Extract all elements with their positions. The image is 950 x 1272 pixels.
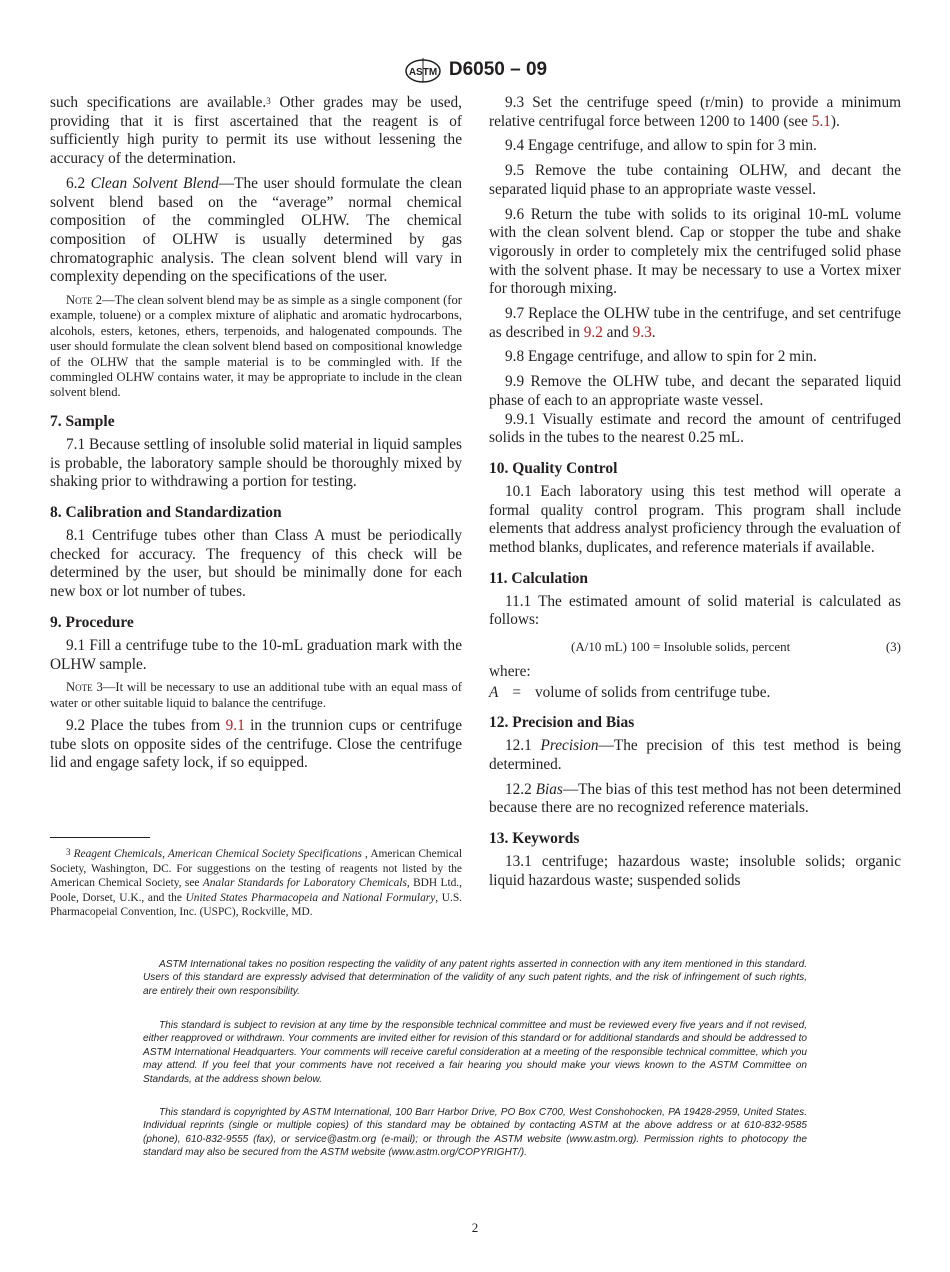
footnote-3: $^3$ Reagent Chemicals, American Chemical Society Specifications , American Chemical Society, Washington, DC. For suggestions on the testing of reagents not listed by the American Chemical Society, see Analar Standards for Laboratory Chemicals, BDH Ltd., Poole, Dorset, U.K., and the United States Pharmacopeia and National Formulary, U.S. Pharmacopeial Convention, Inc. (USPC), Rockville, MD. [50,847,463,919]
note-3: Note 3—It will be necessary to use an additional tube with an equal mass of water or other suitable liquid to balance the centrifuge. [50,680,462,710]
section-12-heading: 12. Precision and Bias [489,714,635,732]
paragraph-12-1: 12.1 Precision—The precision of this test method is being determined. [489,737,902,773]
paragraph-6-2: 6.2 Clean Solvent Blend—The user should formulate the clean solvent blend based on the “average” normal chemical composition of the commingled OLHW. The chemical composition of OLHW is usually determined by gas chromatographic analysis. The clean solvent blend will vary in complexity depending on the specifications of the user. [50,174,462,286]
variable-description: volume of solids from centrifuge tube. [535,683,771,701]
paragraph-9-2: 9.2 Place the tubes from 9.1 in the trunnion cups or centrifuge tube slots on opposite sides of the centrifuge. Close the centrifuge lid and engage safety lock, if so equipped. [50,717,462,772]
link-5-1[interactable]: 5.1 [811,112,831,130]
paragraph-8-1: 8.1 Centrifuge tubes other than Class A must be periodically checked for accuracy. The frequency of this check will be determined by the user, but should be minimally done for each new box or lot number of tubes. [50,526,462,601]
paragraph-9-9: 9.9 Remove the OLHW tube, and decant the separated liquid phase of each to an appropriate waste vessel. [489,373,901,409]
equation-number: (3) [885,639,901,655]
note-2: Note 2—The clean solvent blend may be as simple as a single component (for example, toluene) or a complex mixture of aliphatic and aromatic hydrocarbons, alcohols, esters, ketones, ethers, terpenoids, and halogenated compounds. The user should formulate the clean solvent blend based on compositional knowledge of the OLHW that the sample material is to be commingled with. If the commingled OLHW contains water, it may be appropriate to include in the clean solvent blend. [50,293,462,400]
where-label: where: [489,662,531,680]
term-clean-solvent-blend: Clean Solvent Blend [90,174,219,192]
section-13-heading: 13. Keywords [489,830,580,848]
paragraph-9-5: 9.5 Remove the tube containing OLHW, and decant the separated liquid phase to an appropriate waste vessel. [489,162,901,198]
section-11-heading: 11. Calculation [489,569,589,587]
paragraph-10-1: 10.1 Each laboratory using this test method will operate a formal quality control program. This program shall include elements that address analyst proficiency through the evaluation of method blanks, duplicates, and reference materials if available. [489,482,901,557]
link-9-2[interactable]: 9.2 [583,323,603,341]
link-9-1[interactable]: 9.1 [225,717,245,735]
paragraph-13-1: 13.1 centrifuge; hazardous waste; insoluble solids; organic liquid hazardous waste; suspended solids [489,853,901,889]
paragraph-9-7: 9.7 Replace the OLHW tube in the centrifuge, and set centrifuge as described in 9.2 and 9.3. [489,305,901,341]
left-column [50,94,462,779]
link-9-3[interactable]: 9.3 [632,323,652,341]
paragraph-12-2: 12.2 Bias—The bias of this test method has not been determined because there are no recognized reference materials. [489,780,901,817]
paragraph-9-4: 9.4 Engage centrifuge, and allow to spin for 3 min. [505,137,817,155]
paragraph-9-6: 9.6 Return the tube with solids to its original 10-mL volume with the clean solvent blend. Cap or stopper the tube and shake vigorously in order to completely mix the centrifuged solid phase with the solvent phase. It may be necessary to use a Vortex mixer for thorough mixing. [489,205,901,298]
section-9-heading: 9. Procedure [50,613,134,631]
page-header [0,56,950,89]
paragraph-11-1: 11.1 The estimated amount of solid material is calculated as follows: [489,592,901,629]
equation-formula: (A/10 mL) 100 = Insoluble solids, percent [571,639,791,655]
equation-3 [489,638,901,657]
paragraph-9-1: 9.1 Fill a centrifuge tube to the 10-mL graduation mark with the OLHW sample. [50,636,462,673]
astm-logo-icon [403,56,443,84]
paragraph-9-3: 9.3 Set the centrifuge speed (r/min) to provide a minimum relative centrifugal force between 1200 to 1400 (see 5.1). [489,94,901,130]
section-10-heading: 10. Quality Control [489,459,618,477]
footnote-divider [50,837,150,838]
paragraph-7-1: 7.1 Because settling of insoluble solid material in liquid samples is probable, the laboratory sample should be thoroughly mixed by shaking prior to withdrawing a portion for testing. [50,435,462,491]
svg-text:ASTM: ASTM [408,67,438,78]
section-7-heading: 7. Sample [50,412,115,430]
variable-definition: A = volume of solids from centrifuge tube. [489,683,771,701]
paragraph-9-8: 9.8 Engage centrifuge, and allow to spin for 2 min. [505,348,817,366]
footnote-ref-3[interactable]: 3 [266,96,271,106]
paragraph-9-9-1: 9.9.1 Visually estimate and record the amount of centrifuged solids in the tubes to the nearest 0.25 mL. [489,410,901,447]
legal-copyright-notice: This standard is copyrighted by ASTM International, 100 Barr Harbor Drive, PO Box C700, West Conshohocken, PA 19428-2959, United States. Individual reprints (single or multiple copies) of this standard may be obtained by contacting ASTM at the above address or at 610-832-9585 (phone), 610-832-9555 (fax), or service@astm.org (e-mail); or through the ASTM website (www.astm.org). Permission rights to photocopy the standard may also be secured from the ASTM website (www.astm.org/COPYRIGHT/). [143,1107,807,1159]
section-8-heading: 8. Calibration and Standardization [50,503,282,521]
page-number: 2 [471,1220,479,1235]
legal-patent-notice: ASTM International takes no position respecting the validity of any patent rights asserted in connection with any item mentioned in this standard. Users of this standard are expressly advised that determination of the validity of any such patent rights, and the risk of infringement of such rights, are entirely their own responsibility. [143,959,807,997]
right-column [489,94,901,897]
legal-revision-notice: This standard is subject to revision at any time by the responsible technical committee and must be reviewed every five years and if not revised, either reapproved or withdrawn. Your comments are invited either for revision of this standard or for additional standards and should be addressed to ASTM International Headquarters. Your comments will receive careful consideration at a meeting of the responsible technical committee, which you may attend. If you feel that your comments have not received a fair hearing you should make your views known to the ASTM Committee on Standards, at the address shown below. [143,1020,807,1085]
document-id: D6050 – 09 [448,59,548,80]
paragraph-6-1-continued: such specifications are available.$^3$ Other grades may be used, providing that it is first ascertained that the reagent is of sufficiently high purity to permit its use without lessening the accuracy of the determination. [50,94,462,168]
variable-symbol: A [489,683,499,701]
